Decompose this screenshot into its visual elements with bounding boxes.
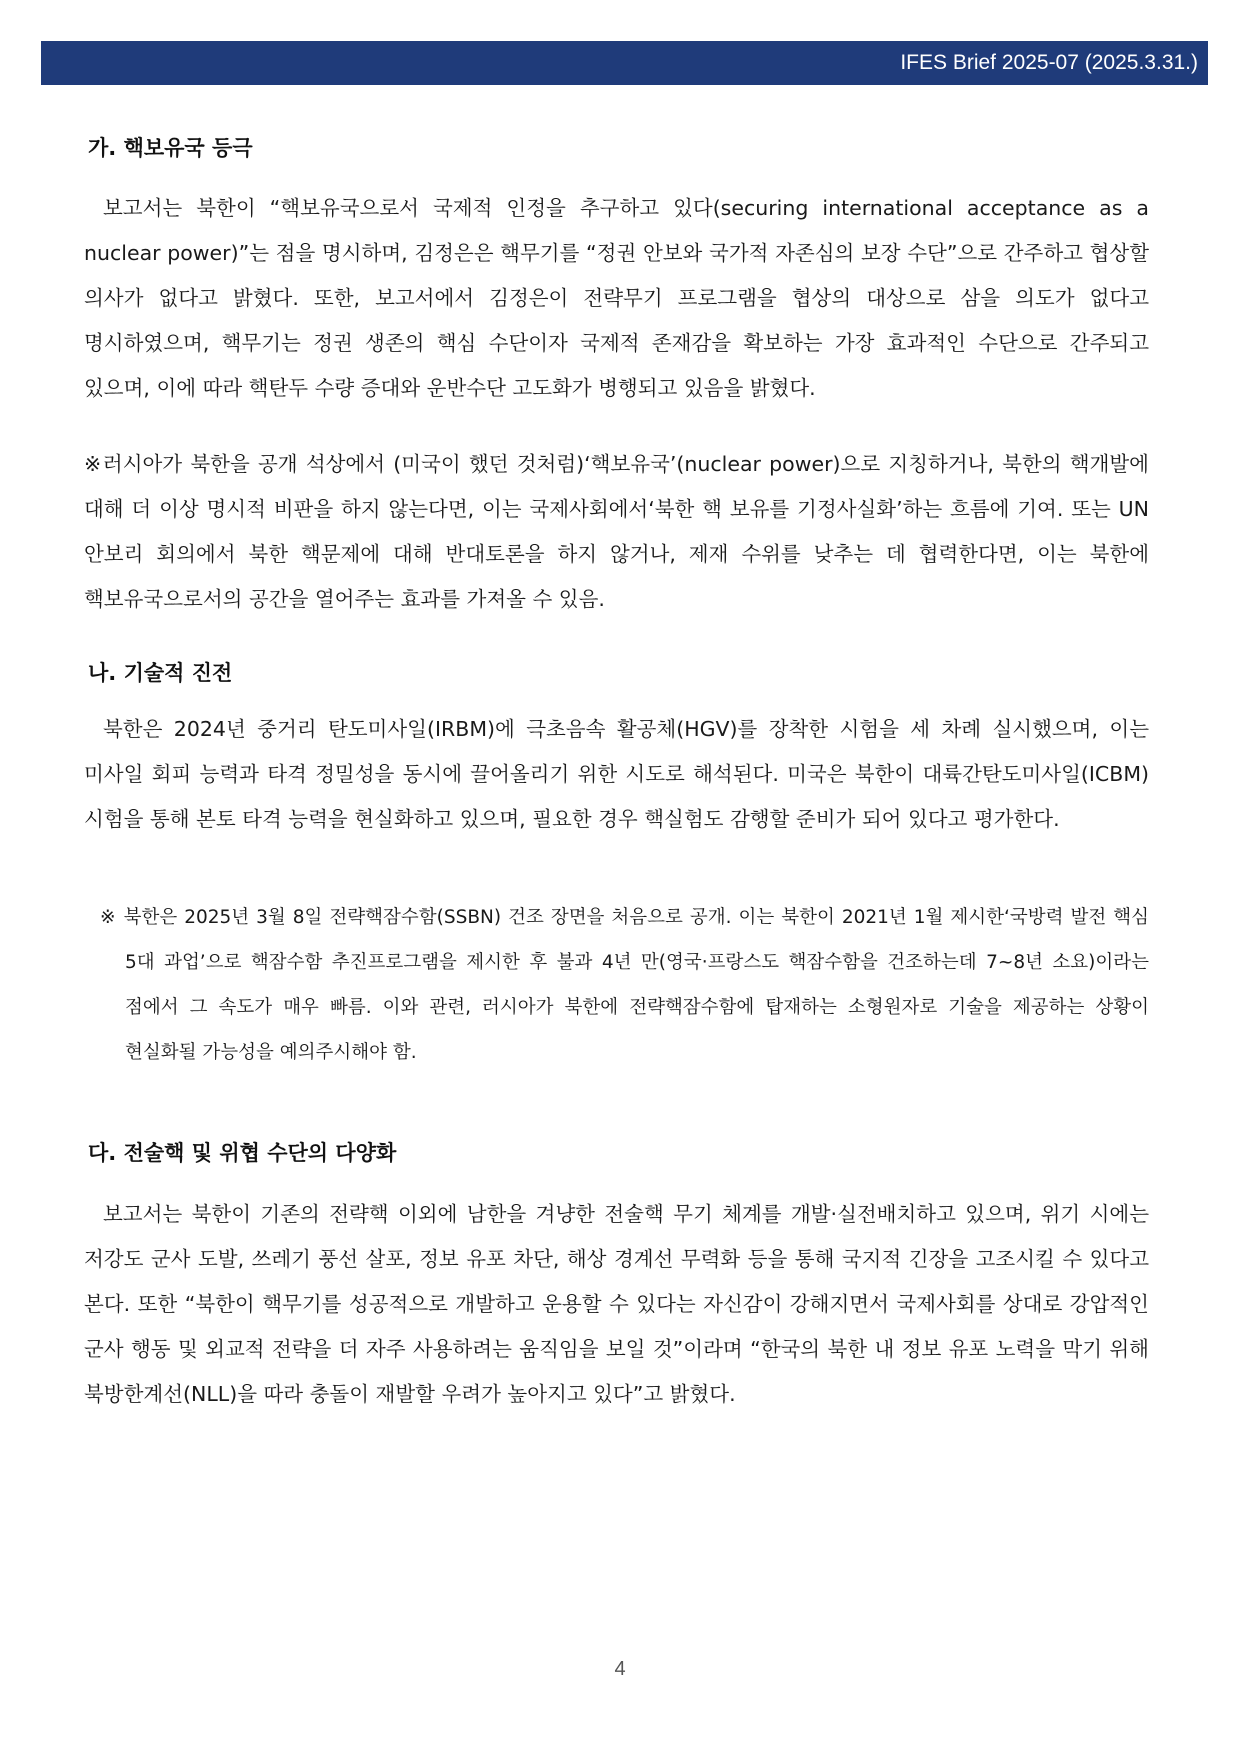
page-number: 4 xyxy=(614,1658,626,1680)
paragraph-tactical-nuclear: 보고서는 북한이 기존의 전략핵 이외에 남한을 겨냥한 전술핵 무기 체계를 개발·실전배치하고 있으며, 위기 시에는 저강도 군사 도발, 쓰레기 풍선 살포, 정보 유포 차단, 해상 경계선 무력화 등을 통해 국지적 긴장을 고조시킬 수 있다고 본다. 또한 “북한이 핵무기를 성공적으로 개발하고 운용할 수 있다는 자신감이 강해지면서 국제사회를 상대로 강압적인 군사 행동 및 외교적 전략을 더 자주 사용하려는 움직임을 보일 것”이라며 “한국의 북한 내 정보 유포 노력을 막기 위해 북방한계선(NLL)을 따라 충돌이 재발할 우려가 높아지고 있다”고 밝혔다. xyxy=(84,1202,1149,1406)
section-title-nuclear-state: 가. 핵보유국 등극 xyxy=(88,136,253,160)
paragraph-nuclear-state: 보고서는 북한이 “핵보유국으로서 국제적 인정을 추구하고 있다(securing international acceptance as a nuclear power)”는 점을 명시하며, 김정은은 핵무기를 “정권 안보와 국가적 자존심의 보장 수단”으로 간주하고 협상할 의사가 없다고 밝혔다. 또한, 보고서에서 김정은이 전략무기 프로그램을 협상의 대상으로 삼을 의도가 없다고 명시하였으며, 핵무기는 정권 생존의 핵심 수단이자 국제적 존재감을 확보하는 가장 효과적인 수단으로 간주되고 있으며, 이에 따라 핵탄두 수량 증대와 운반수단 고도화가 병행되고 있음을 밝혔다. xyxy=(84,196,1149,400)
section-title-tactical-nuclear: 다. 전술핵 및 위협 수단의 다양화 xyxy=(88,1141,397,1165)
header-bar xyxy=(41,41,1208,85)
note-russia-recognition: ※러시아가 북한을 공개 석상에서 (미국이 했던 것처럼)‘핵보유국’(nuclear power)으로 지칭하거나, 북한의 핵개발에 대해 더 이상 명시적 비판을 하지 않는다면, 이는 국제사회에서‘북한 핵 보유를 기정사실화’하는 흐름에 기여. 또는 UN 안보리 회의에서 북한 핵문제에 대해 반대토론을 하지 않거나, 제재 수위를 낮추는 데 협력한다면, 이는 북한에 핵보유국으로서의 공간을 열어주는 효과를 가져올 수 있음. xyxy=(84,452,1149,611)
section-title-technical-progress: 나. 기술적 진전 xyxy=(88,661,233,685)
note-ssbn: ※ 북한은 2025년 3월 8일 전략핵잠수함(SSBN) 건조 장면을 처음으로 공개. 이는 북한이 2021년 1월 제시한‘국방력 발전 핵심 5대 과업’으로 핵잠수함 추진프로그램을 제시한 후 불과 4년 만(영국·프랑스도 핵잠수함을 건조하는데 7~8년 소요)이라는 점에서 그 속도가 매우 빠름. 이와 관련, 러시아가 북한에 전략핵잠수함에 탑재하는 소형원자로 기술을 제공하는 상황이 현실화될 가능성을 예의주시해야 함. xyxy=(100,907,1149,1063)
brief-label: IFES Brief 2025-07 (2025.3.31.) xyxy=(900,51,1198,74)
paragraph-technical-progress: 북한은 2024년 중거리 탄도미사일(IRBM)에 극초음속 활공체(HGV)를 장착한 시험을 세 차례 실시했으며, 이는 미사일 회피 능력과 타격 정밀성을 동시에 끌어올리기 위한 시도로 해석된다. 미국은 북한이 대륙간탄도미사일(ICBM) 시험을 통해 본토 타격 능력을 현실화하고 있으며, 필요한 경우 핵실험도 감행할 준비가 되어 있다고 평가한다. xyxy=(84,717,1149,831)
